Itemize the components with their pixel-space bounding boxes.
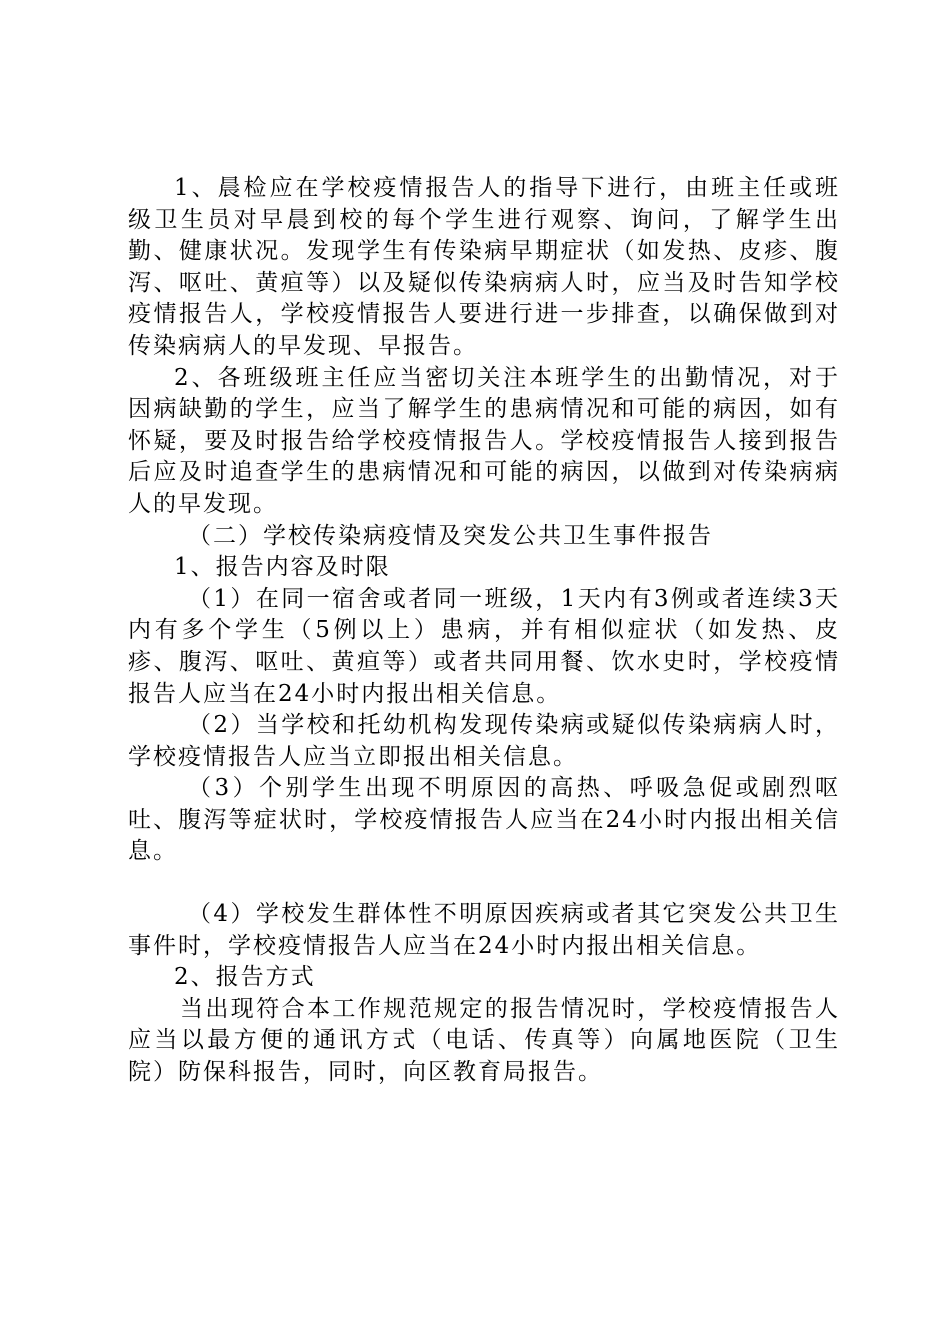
paragraph-item-3: （3）个别学生出现不明原因的高热、呼吸急促或剧烈呕吐、腹泻等症状时，学校疫情报告人应当在24小时内报出相关信息。 [128,775,840,865]
paragraph-absence-tracking: 2、各班级班主任应当密切关注本班学生的出勤情况，对于因病缺勤的学生，应当了解学生的患病情况和可能的病因，如有怀疑，要及时报告给学校疫情报告人。学校疫情报告人接到报告后应及时追查学生的患病情况和可能的病因，以做到对传染病病人的早发现。 [128,364,840,517]
subheading-content-deadline: 1、报告内容及时限 [174,554,391,581]
paragraph-item-1: （1）在同一宿舍或者同一班级，1天内有3例或者连续3天内有多个学生（5例以上）患病，并有相似症状（如发热、皮疹、腹泻、呕吐、黄疸等）或者共同用餐、饮水史时，学校疫情报告人应当在24小时内报出相关信息。 [128,585,840,707]
paragraph-report-method: 当出现符合本工作规范规定的报告情况时，学校疫情报告人应当以最方便的通讯方式（电话、传真等）向属地医院（卫生院）防保科报告，同时，向区教育局报告。 [128,995,840,1086]
paragraph-item-2: （2）当学校和托幼机构发现传染病或疑似传染病病人时，学校疫情报告人应当立即报出相关信息。 [128,712,840,770]
section-heading-reporting: （二）学校传染病疫情及突发公共卫生事件报告 [188,522,713,549]
paragraph-morning-check: 1、晨检应在学校疫情报告人的指导下进行，由班主任或班级卫生员对早晨到校的每个学生进行观察、询问，了解学生出勤、健康状况。发现学生有传染病早期症状（如发热、皮疹、腹泻、呕吐、黄疸等）以及疑似传染病病人时，应当及时告知学校疫情报告人，学校疫情报告人要进行进一步排查，以确保做到对传染病病人的早发现、早报告。 [128,175,840,359]
subheading-report-method: 2、报告方式 [174,964,316,991]
document-body [128,173,840,1089]
paragraph-item-4: （4）学校发生群体性不明原因疾病或者其它突发公共卫生事件时，学校疫情报告人应当在24小时内报出相关信息。 [128,901,840,959]
